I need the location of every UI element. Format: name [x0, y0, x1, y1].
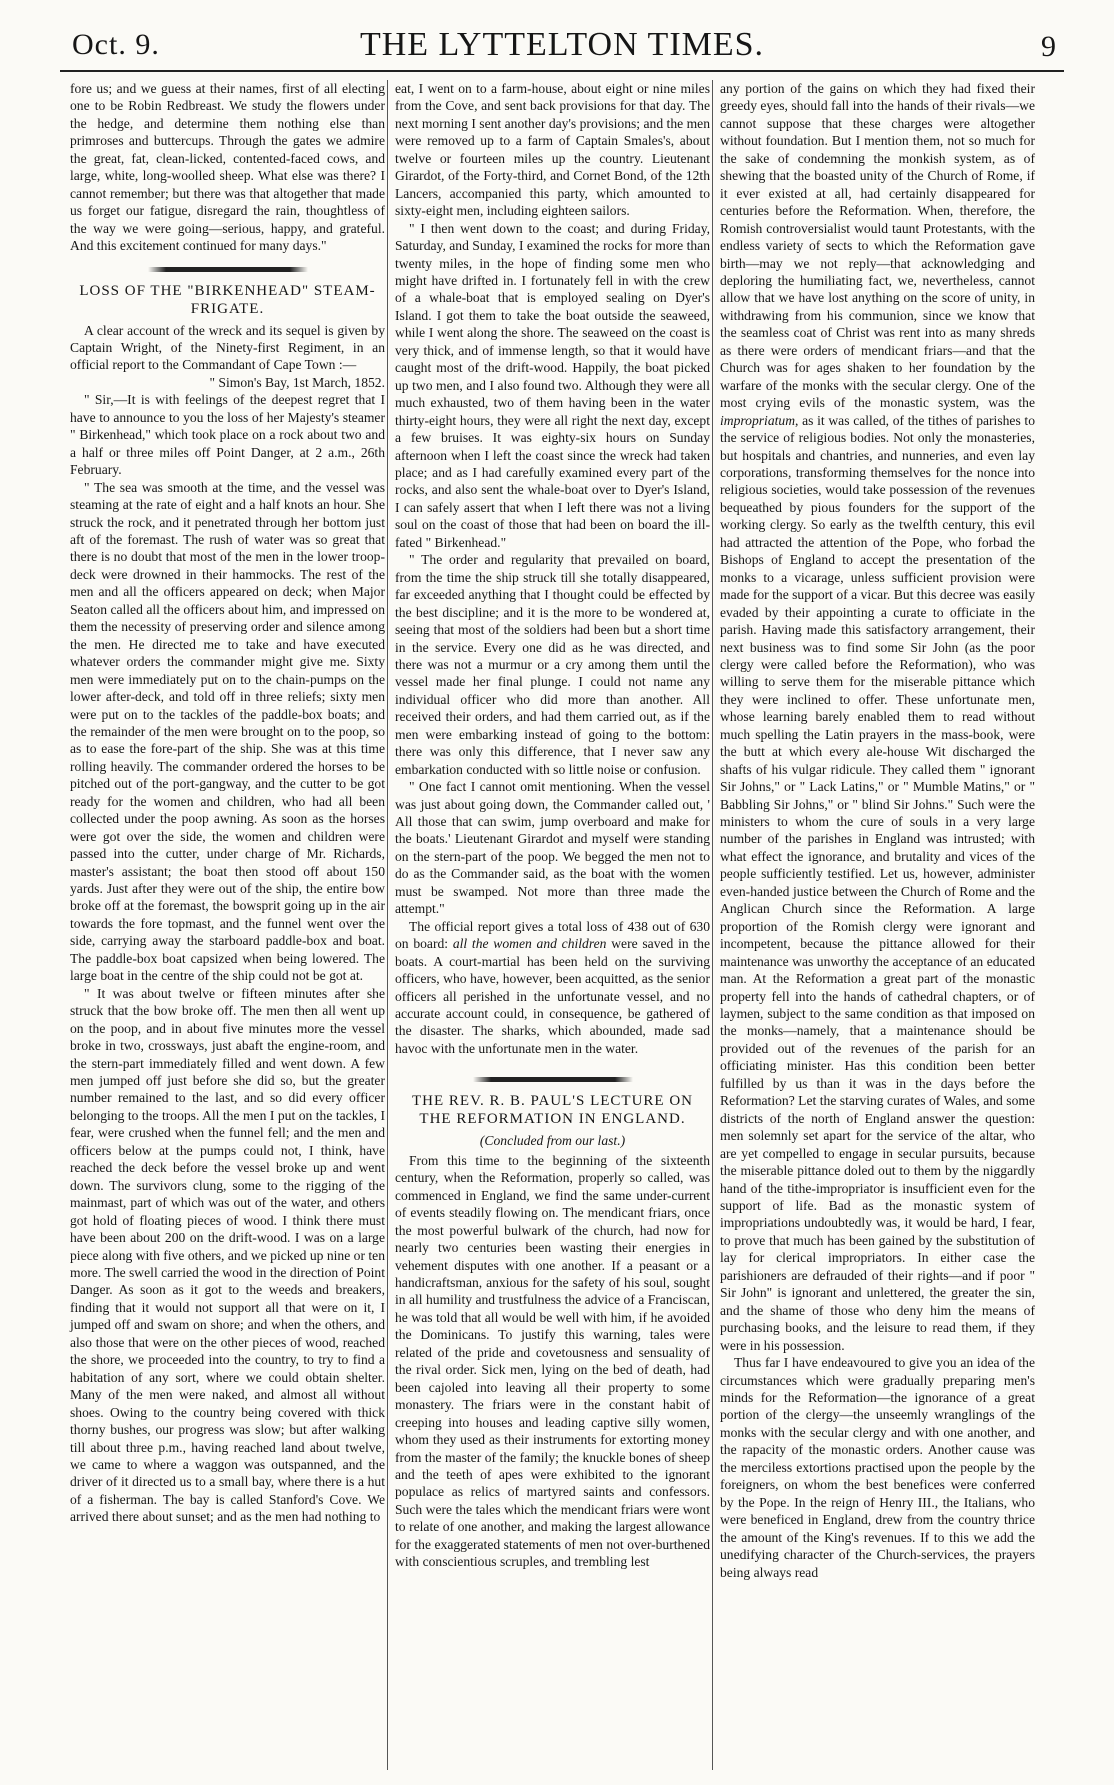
issue-date: Oct. 9.	[72, 28, 160, 61]
column-3	[720, 80, 1035, 1581]
newspaper-title: THE LYTTELTON TIMES.	[359, 26, 765, 63]
article-headline-birkenhead: LOSS OF THE "BIRKENHEAD" STEAM-FRIGATE.	[79, 282, 376, 317]
dateline: " Simon's Bay, 1st March, 1852.	[209, 374, 385, 390]
paragraph: A clear account of the wreck and its sequel is given by Captain Wright, of the Ninety-first Regiment, in an official report to the Commandant of Cape Town :—	[70, 322, 385, 373]
paragraph	[395, 918, 710, 1058]
paragraph: " Sir,—It is with feelings of the deepest regret that I have to announce to you the loss of her Majesty's steamer " Birkenhead," which took place on a rock about two and a half or three miles off Point Danger, at 2 a.m., 26th February.	[70, 392, 385, 478]
paragraph: " It was about twelve or fifteen minutes after she struck that the bow broke off. The men then all went up on the poop, and in about five minutes more the vessel broke in two, crossways, just abaft the engine-room, and the stern-part immediately filled and went down. A few men jumped off just before she did so, but the greater number remained to the last, and so did every officer belonging to the troops. All the men I put on the tackles, I fear, were crushed when the funnel fell; and the men and officers below at the pumps could not, I think, have reached the deck before the vessel broke up and went down. The survivors clung, some to the rigging of the mainmast, part of which was out of the water, and others got hold of floating pieces of wood. I think there must have been about 200 on the drift-wood. I was on a large piece along with five others, and we picked up nine or ten more. The swell carried the wood in the direction of Point Danger. As soon as it got to the weeds and breakers, finding that it would not support all that were on it, I jumped off and swam on shore; and when the others, and also those that were on the other pieces of wood, reached the shore, we proceeded into the country, to try to find a habitation of any sort, where we could obtain shelter. Many of the men were naked, and almost all without shoes. Owing to the country being covered with thick thorny bushes, our progress was slow; but after walking till about three p.m., having reached land about twelve, we came to where a waggon was outspanned, and the driver of it directed us to a small bay, where there is a hut of a fisherman. The bay is called Stanford's Cove. We arrived there about sunset; and as the men had nothing to	[70, 985, 385, 1525]
column-1	[70, 80, 385, 1526]
text-run: , as it was called, of the tithes of parishes to the service of religious bodies. Not only the monasteries, but hospitals and chantries, and nunneries, and even lay corporations, transforming themselves for the nonce into religious societies, would take possession of the revenues bequeathed by pious founders for the support of the working clergy. So early as the twelfth century, this evil had attracted the attention of the Pope, who forbad the Bishops of England to accept the presentation of the monks to a vicarage, unless sufficient provision were made for the support of a vicar. But this decree was easily evaded by their appointing a curate to officiate in the parish. Having made this satisfactory arrangement, their next business was to find some Sir John (as the poor clergy were called before the Reformation), who was willing to serve them for the miserable pittance which they were inclined to offer. These unfortunate men, whose learning barely enabled them to read without much spelling the Latin prayers in the mass-book, were the butt at which every ale-house Wit discharged the shafts of his vulgar ridicule. They called them " ignorant Sir Johns," or " Lack Latins," or " Mumble Matins," or " Babbling Sir Johns," or " blind Sir Johns." Such were the ministers to whom the cure of souls in a very large number of the parishes in England was intrusted; with what effect the ignorance, and brutality and vices of the people sufficiently testified. Let us, however, administer even-handed justice between the Church of Rome and the Anglican Church since the Reformation. A large proportion of the Romish clergy were ignorant and incompetent, because the pittance allowed for their maintenance was unworthy the acceptance of an educated man. At the Reformation a great part of the monastic property fell into the hands of cathedral chapters, or of laymen, subject to the same condition as that imposed on the monks—namely, that a maintenance should be provided out of the revenues of the parish for an officiating minister. Has this condition been better fulfilled by us than it was in the days before the Reformation? Let the starving curates of Wales, and some districts of the north of England answer the question: men solemnly set apart for the service of the altar, who are yet compelled to engage in secular pursuits, because the miserable pittance doled out to them by the niggardly hand of the tithe-impropriator is insufficient even for the support of life. Bad as the monastic system of impropriations undoubtedly was, it would be hard, I fear, to prove that much has been gained by the substitution of lay for clerical impropriators. In either case the parishioners are defrauded of their rights—and if poor " Sir John" is ignorant and unlettered, the greater the sin, and the shame of those who deny him the means of purchasing books, and the leisure to read them, if they were in his possession.	[720, 412, 1035, 1353]
masthead	[60, 26, 1064, 72]
paragraph: eat, I went on to a farm-house, about eight or nine miles from the Cove, and sent back provisions for that day. The next morning I sent another day's provisions; and the men were removed up to a farm of Captain Smales's, about twelve or fourteen miles up the country. Lieutenant Girardot, of the Forty-third, and Cornet Bond, of the 12th Lancers, accompanied this party, which amounted to sixty-eight men, including eighteen sailors.	[395, 81, 710, 219]
column-rule	[387, 80, 388, 1770]
paragraph: fore us; and we guess at their names, first of all electing one to be Robin Redbreast. We study the flowers under the hedge, and determine them nothing else than primroses and buttercups. Through the gates we admire the great, fat, clean-licked, contented-faced cows, and large, white, long-woolled sheep. What else was there? I cannot remember; but there was that altogether that made us forget our fatigue, disregard the rain, thoughtless of the way we were going—serious, happy, and grateful. And this excitement continued for many days."	[70, 81, 385, 254]
paragraph: " One fact I cannot omit mentioning. When the vessel was just about going down, the Commander called out, ' All those that can swim, jump overboard and make for the boats.' Lieutenant Girardot and myself were standing on the stern-part of the poop. We begged the men not to do as the Commander said, as the boat with the women must be swamped. Not more than three made the attempt."	[395, 779, 710, 917]
text-run: were saved in the boats. A court-martial has been held on the surviving officers, who have, however, been acquitted, as the senior officers all perished in the unfortunate vessel, and no accurate account could, in consequence, be gathered of the disaster. The sharks, which abounded, made sad havoc with the unfortunate men in the water.	[395, 936, 711, 1056]
paragraph: From this time to the beginning of the sixteenth century, when the Reformation, properly so called, was commenced in England, we find the same under-current of events steadily flowing on. The mendicant friars, once the most powerful bulwark of the church, had now for nearly two centuries been wasting their energies in vehement disputes with one another. If a peasant or a handicraftsman, anxious for the safety of his soul, sought in all humility and trustfulness the advice of a Franciscan, he was told that all would be well with him, if he avoided the Dominicans. To justify this warning, tales were related of the pride and covetousness and sensuality of the rival order. Sick men, lying on the bed of death, had been cajoled into leaving all their property to some monastery. The friars were in the constant habit of creeping into houses and leading captive silly women, whom they used as their instruments for extorting money from the master of the family; the knuckle bones of sheep and the teeth of apes were exhibited to the ignorant populace as relics of martyred saints and confessors. Such were the tales which the mendicant friars were wont to relate of one another, and making the largest allowance for the exaggerated statements of men not over-burthened with conscientious scruples, and trembling lest	[395, 1152, 710, 1570]
separator-rule	[148, 267, 308, 272]
paragraph: Thus far I have endeavoured to give you an idea of the circumstances which were gradually preparing men's minds for the Reformation—the ignorance of a great portion of the clergy—the unseemly wranglings of the monks with the secular clergy and with one another, and the rapacity of the monastic orders. Another cause was the merciless extortions practised upon the people by the foreigners, on whom the best benefices were conferred by the Pope. In the reign of Henry III., the Italians, who were beneficed in England, drew from the country thrice the amount of the King's revenues. If to this we add the unedifying character of the Church-services, the prayers being always read	[720, 1355, 1035, 1580]
separator-rule	[473, 1077, 633, 1082]
column-rule	[712, 80, 713, 1770]
paragraph: " The sea was smooth at the time, and the vessel was steaming at the rate of eight and a half knots an hour. She struck the rock, and it penetrated through her bottom just aft of the foremast. The rush of water was so great that there is no doubt that most of the men in the lower troop-deck were drowned in their hammocks. The rest of the men and all the officers appeared on deck; when Major Seaton called all the officers about him, and impressed on them the necessity of preserving order and silence among the men. He directed me to take and have executed whatever orders the commander might give me. Sixty men were immediately put on to the chain-pumps on the lower after-deck, and told off in three reliefs; sixty men were put on to the tackles of the paddle-box boats; and the remainder of the men were brought on to the poop, so as to ease the fore-part of the ship. She was at this time rolling heavily. The commander ordered the horses to be pitched out of the port-gangway, and the cutter to be got ready for the women and children, who had all been collected under the poop awning. As soon as the horses were got over the side, the women and children were passed into the cutter, under charge of Mr. Richards, master's assistant; the boat then stood off about 150 yards. Just after they were out of the ship, the entire bow broke off at the foremast, the bowsprit going up in the air towards the fore topmast, and the funnel went over the side, carrying away the starboard paddle-box and boat. The paddle-box boat capsized when being lowered. The large boat in the centre of the ship could not be got at.	[70, 479, 385, 984]
column-2	[395, 80, 710, 1571]
italic-text: impropriatum	[720, 412, 796, 428]
text-run: The official report gives a total loss of 438 out of 630 on board:	[395, 918, 710, 952]
paragraph: " I then went down to the coast; and during Friday, Saturday, and Sunday, I examined the rocks for more than twenty miles, in the hope of finding some men who might have drifted in. I fortunately fell in with the crew of a whale-boat that is employed sealing on Dyer's Island. I got them to take the boat outside the seaweed, while I went along the shore. The seaweed on the coast is very thick, and of immense length, so that it would have caught most of the drift-wood. Happily, the boat picked up two men, and I also found two. Although they were all much exhausted, two of them having been in the water thirty-eight hours, they were all right the next day, except a few bruises. It was eighty-six hours on Sunday afternoon when I left the coast since the wreck had taken place; and as I had carefully examined every part of the rocks, and also sent the whale-boat over to Dyer's Island, I can safely assert that when I left there was not a living soul on the coast of those that had been on board the ill-fated " Birkenhead."	[395, 220, 710, 550]
text-run: any portion of the gains on which they had fixed their greedy eyes, should fall into the hands of their rivals—we cannot suppose that these charges were altogether without foundation. But I mention them, not so much for the sake of condemning the monkish system, as of shewing that the boasted unity of the Church of Rome, if it ever existed at all, had certainly disappeared for centuries before the Reformation. When, therefore, the Romish controversialist would taunt Protestants, with the endless variety of sects to which the Reformation gave birth—may we not reply—that acknowledging and deploring the humiliating fact, we, nevertheless, cannot allow that we have lost anything on the score of unity, in withdrawing from his communion, since we know that the seamless coat of Christ was rent into as many shreds as there were orders of mendicant friars—and that the Church was for ages shaken to her foundation by the warfare of the monks with the secular clergy. One of the most crying evils of the monastic system, was the	[720, 81, 1035, 411]
paragraph: " The order and regularity that prevailed on board, from the time the ship struck till she totally disappeared, far exceeded anything that I thought could be effected by the best discipline; and it is the more to be wondered at, seeing that most of the soldiers had been but a short time in the service. Every one did as he was directed, and there was not a murmur or a cry among them until the vessel made her final plunge. I could not name any individual officer who did more than another. All received their orders, and had them carried out, as if the men were embarking instead of going to the bottom: there was only this difference, that I never saw any embarkation conducted with so little noise or confusion.	[395, 552, 710, 777]
italic-text: all the women and children	[452, 936, 607, 952]
article-subhead: (Concluded from our last.)	[479, 1133, 626, 1149]
article-headline-reformation: THE REV. R. B. PAUL'S LECTURE ON THE REFORMATION IN ENGLAND.	[412, 1093, 693, 1128]
page-number: 9	[1041, 30, 1056, 63]
paragraph	[720, 80, 1035, 1354]
